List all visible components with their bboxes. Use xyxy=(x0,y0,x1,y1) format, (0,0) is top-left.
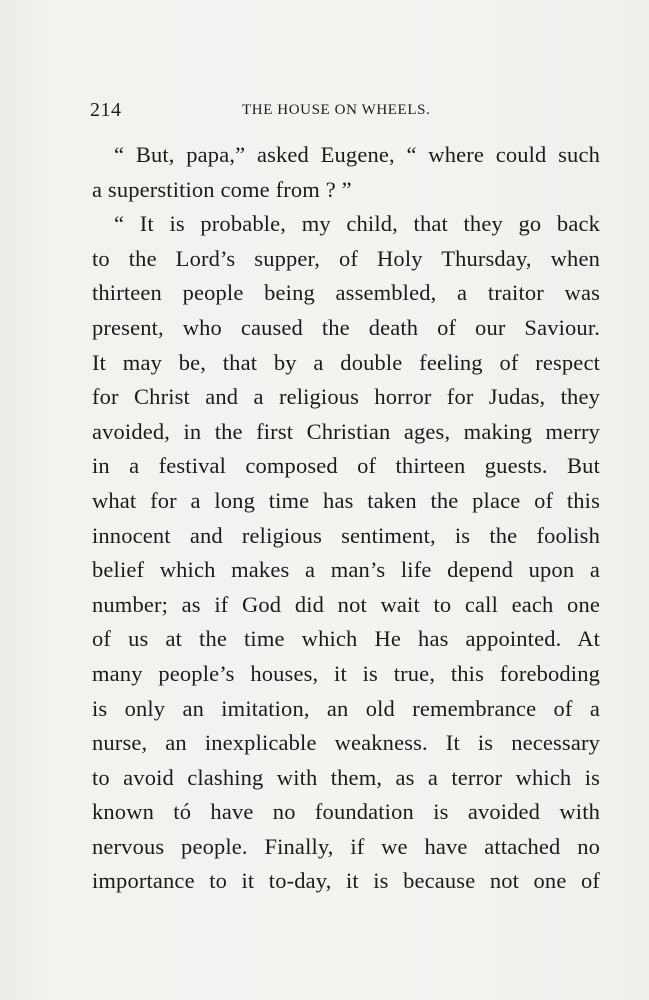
text-line: is only an imitation, an old remembrance of a xyxy=(92,695,600,721)
text-line: nurse, an inexplicable weakness. It is necessary xyxy=(92,730,600,756)
text-line: number; as if God did not wait to call each one xyxy=(92,591,600,617)
text-line: what for a long time has taken the place of this xyxy=(92,487,600,513)
text-line: in a festival composed of thirteen guests. But xyxy=(92,453,600,479)
text-line: to the Lord’s supper, of Holy Thursday, when xyxy=(92,245,600,271)
text-line: innocent and religious sentiment, is the foolish xyxy=(92,522,600,548)
text-line: for Christ and a religious horror for Judas, they xyxy=(92,384,600,410)
text-line: of us at the time which He has appointed. At xyxy=(92,626,600,652)
text-line: importance to it to-day, it is because not one of xyxy=(92,868,600,894)
page-header xyxy=(90,99,600,123)
text-line: present, who caused the death of our Saviour. xyxy=(92,314,600,340)
text-line: “ It is probable, my child, that they go back xyxy=(114,211,600,237)
text-line: to avoid clashing with them, as a terror which is xyxy=(92,764,600,790)
body-text xyxy=(92,138,600,899)
text-line: many people’s houses, it is true, this foreboding xyxy=(92,660,600,686)
text-line: “ But, papa,” asked Eugene, “ where could such xyxy=(114,142,600,167)
text-line: a superstition come from ? ” xyxy=(92,176,352,202)
page-number: 214 xyxy=(90,99,122,121)
running-title: THE HOUSE ON WHEELS. xyxy=(242,102,431,118)
text-line: belief which makes a man’s life depend upon a xyxy=(92,557,600,583)
text-line: nervous people. Finally, if we have attached no xyxy=(92,833,600,859)
text-line: It may be, that by a double feeling of respect xyxy=(92,349,600,375)
text-line: thirteen people being assembled, a traitor was xyxy=(92,280,600,306)
text-line: avoided, in the first Christian ages, making merry xyxy=(92,418,600,444)
text-line: known tó have no foundation is avoided with xyxy=(92,799,600,825)
